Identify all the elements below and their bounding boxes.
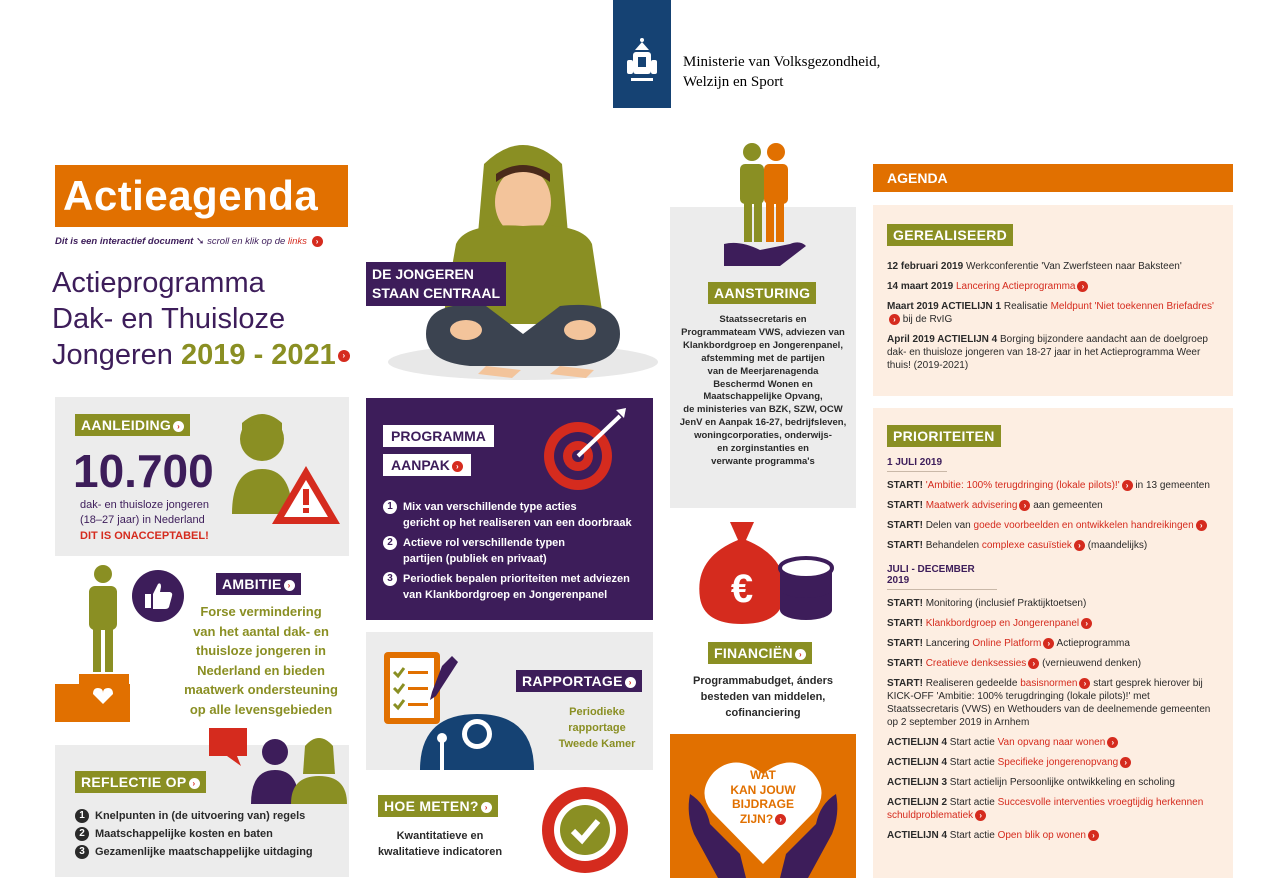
agenda-item-text: Lancering — [922, 638, 973, 649]
agenda-item-text: Start actie — [947, 830, 998, 841]
ambitie-panel — [55, 562, 349, 730]
programma-tag-label: PROGRAMMA — [391, 428, 486, 444]
aanpak-tag-label: AANPAK — [391, 457, 450, 473]
chevron-right-icon[interactable]: › — [1120, 757, 1131, 768]
interactive-note — [55, 236, 323, 247]
list-item: 1 Mix van verschillende type acties gericht op het realiseren van een doorbraak — [383, 499, 632, 531]
agenda-item-date: April 2019 ACTIELIJN 4 — [887, 334, 998, 345]
agenda-item-label: ACTIELIJN 4 — [887, 757, 948, 768]
agenda-item-text: (vernieuwend denken) — [1039, 658, 1142, 669]
ambitie-line: op alle levensgebieden — [189, 701, 333, 717]
ambitie-line: maatwerk ondersteuning — [184, 682, 338, 697]
agenda-item-text: in 13 gemeenten — [1132, 480, 1210, 491]
agenda-item-link[interactable]: Creatieve denksessies — [925, 658, 1027, 669]
programma-panel — [366, 398, 653, 620]
aansturing-line: Beschermd Wonen en — [713, 378, 813, 390]
period-heading: 1 JULI 2019 — [887, 457, 947, 472]
agenda-item-text: Behandelen — [922, 540, 982, 551]
chevron-right-icon[interactable]: › — [312, 236, 323, 247]
aanleiding-number: 10.700 — [73, 445, 214, 497]
aanleiding-desc2: (18–27 jaar) in Nederland — [80, 514, 205, 526]
agenda-item-label: START! — [887, 500, 923, 511]
ministry-logo — [613, 0, 671, 108]
reflectie-item-text: Gezamenlijke maatschappelijke uitdaging — [95, 846, 313, 858]
jongeren-line-1: DE JONGEREN — [372, 266, 474, 282]
agenda-item-text: Start actie — [947, 737, 998, 748]
chevron-right-icon[interactable]: › — [338, 350, 350, 362]
chevron-right-icon[interactable]: › — [1074, 540, 1085, 551]
agenda-item-link[interactable]: 'Ambitie: 100% terugdringing (lokale pilots)!' — [925, 480, 1120, 491]
rapportage-line: rapportage — [568, 722, 626, 734]
aansturing-line: Klankbordgroep en Jongerenpanel, — [683, 339, 843, 351]
bijdrage-line: ZIJN? — [739, 811, 774, 826]
warning-icon — [270, 463, 342, 527]
chevron-right-icon[interactable]: › — [1043, 638, 1054, 649]
aansturing-line: verwante programma's — [711, 455, 815, 467]
reflectie-item-text: Knelpunten in (de uitvoering van) regels — [95, 810, 306, 822]
agenda-item-label: START! — [887, 638, 923, 649]
aanleiding-desc: dak- en thuisloze jongeren — [80, 499, 210, 511]
interactive-note-text: Dit is een interactief document — [55, 236, 194, 248]
ministry-name — [683, 52, 880, 92]
aansturing-line: afstemming met de partijen — [701, 352, 825, 364]
agenda-item-date: Maart 2019 ACTIELIJN 1 — [887, 301, 1002, 312]
links-word[interactable]: links — [287, 236, 307, 248]
ambitie-line: Forse vermindering — [200, 604, 322, 619]
euro-sign: € — [730, 567, 754, 611]
financien-line: besteden van middelen, — [700, 691, 826, 703]
agenda-item — [887, 597, 1219, 610]
hoe-meten-text — [370, 828, 510, 860]
agenda-item-link[interactable]: Van opvang naar wonen — [997, 737, 1106, 748]
rapportage-line: Tweede Kamer — [558, 738, 636, 750]
subtitle-line-1: Actieprogramma — [52, 267, 265, 299]
ministry-line-2: Welzijn en Sport — [683, 74, 784, 90]
agenda-item — [887, 756, 1219, 769]
agenda-item-link[interactable]: Meldpunt 'Niet toekennen Briefadres' — [1050, 301, 1214, 312]
agenda-item — [887, 736, 1219, 749]
aanleiding-alert: DIT IS ONACCEPTABEL! — [80, 530, 209, 542]
agenda-item-text: Borging bijzondere aandacht aan de doelgroep dak- en thuisloze jongeren van 18-27 jaar in het Actieprogramma Weer thuis! (2019-2021) — [887, 334, 1208, 371]
aansturing-tag-label: AANSTURING — [714, 285, 811, 301]
jongeren-line-2: STAAN CENTRAAL — [372, 285, 501, 301]
agenda-item — [887, 657, 1219, 670]
agenda-item-text: bij de RvIG — [900, 314, 953, 325]
aansturing-line: Programmateam VWS, adviezen van — [681, 326, 845, 338]
agenda-item-text: Actieprogramma — [1054, 638, 1130, 649]
aanleiding-tag[interactable] — [75, 414, 190, 436]
agenda-item-label: START! — [887, 480, 923, 491]
agenda-item-link[interactable]: Succesvolle interventies vroegtijdig herkennen schuldproblematiek — [887, 797, 1204, 821]
prioriteiten-tag-label: PRIORITEITEN — [893, 428, 995, 444]
agenda-item-link[interactable]: complexe casuïstiek — [981, 540, 1072, 551]
programma-list — [383, 499, 632, 603]
list-item: 3 Periodiek bepalen prioriteiten met adviezen van Klankbordgroep en Jongerenpanel — [383, 571, 632, 603]
chevron-right-icon[interactable]: › — [1122, 480, 1133, 491]
chevron-right-icon[interactable]: › — [625, 677, 636, 688]
agenda-item-link[interactable]: basisnormen — [1020, 678, 1078, 689]
agenda-item — [887, 300, 1219, 326]
chevron-right-icon[interactable]: › — [1107, 737, 1118, 748]
aansturing-line: JenV en Aanpak 16-27, bedrijfsleven, — [679, 417, 847, 429]
agenda-item-link[interactable]: Maatwerk advisering — [925, 500, 1018, 511]
agenda-item — [887, 677, 1219, 729]
list-item: 2 Actieve rol verschillende typen partijen (publiek en privaat) — [383, 535, 632, 567]
chevron-right-icon[interactable]: › — [1077, 281, 1088, 292]
page-title: Actieagenda — [63, 172, 319, 219]
agenda-item — [887, 260, 1219, 273]
agenda-item-text: start gesprek hierover bij KICK-OFF 'Ambitie: 100% terugdringing (lokale pilots)!' met Staatssecretaris (VWS) en Wethouders van de deelnemende gemeenten op 2 september 2019 in Arnhem — [887, 678, 1211, 728]
coat-of-arms-icon — [613, 0, 671, 108]
programma-item-text: van Klankbordgroep en Jongerenpanel — [403, 589, 608, 601]
chevron-right-icon[interactable]: › — [452, 461, 463, 472]
chevron-right-icon[interactable]: › — [975, 810, 986, 821]
aanleiding-panel — [55, 397, 349, 556]
agenda-item-text: Start actie — [947, 797, 998, 808]
programma-item-text: partijen (publiek en privaat) — [403, 553, 547, 565]
parliament-icon — [418, 694, 536, 770]
agenda-item — [887, 519, 1219, 532]
reflectie-tag-label: REFLECTIE OP — [81, 774, 187, 790]
agenda-item-label: START! — [887, 658, 923, 669]
prioriteiten-panel — [873, 408, 1233, 878]
list-item: 2 Maatschappelijke kosten en baten — [75, 825, 313, 843]
young-person-hoodie-illustration — [386, 134, 660, 384]
programma-tag[interactable] — [383, 425, 494, 447]
chevron-right-icon[interactable]: › — [1081, 618, 1092, 629]
scroll-note: scroll en klik op de — [207, 236, 286, 248]
rapportage-text — [542, 704, 652, 752]
ambitie-tag[interactable] — [216, 573, 301, 595]
agenda-item-text: Monitoring (inclusief Praktijktoetsen) — [922, 598, 1087, 609]
aansturing-line: de ministeries van BZK, SZW, OCW — [683, 404, 843, 416]
aansturing-line: woningcorporaties, onderwijs- — [694, 430, 832, 442]
agenda-item — [887, 617, 1219, 630]
hoe-meten-line: kwalitatieve indicatoren — [377, 846, 503, 858]
ambitie-tag-label: AMBITIE — [222, 576, 282, 592]
list-item: 1 Knelpunten in (de uitvoering van) regels — [75, 807, 313, 825]
list-item: 3 Gezamenlijke maatschappelijke uitdaging — [75, 843, 313, 861]
bijdrage-panel[interactable] — [670, 734, 856, 878]
aansturing-tag[interactable] — [708, 282, 816, 304]
money-bag-coins-icon — [694, 518, 834, 630]
agenda-item — [887, 479, 1219, 492]
chevron-right-icon[interactable]: › — [1019, 500, 1030, 511]
agenda-item — [887, 539, 1219, 552]
agenda-item — [887, 796, 1219, 822]
agenda-item-link[interactable]: Open blik op wonen — [997, 830, 1086, 841]
agenda-header — [873, 164, 1233, 192]
agenda-item-label: START! — [887, 678, 923, 689]
chevron-right-icon[interactable]: › — [775, 814, 786, 825]
programma-item-text: gericht op het realiseren van een doorbraak — [403, 517, 632, 529]
agenda-item — [887, 776, 1219, 789]
agenda-item — [887, 637, 1219, 650]
chevron-right-icon[interactable]: › — [1028, 658, 1039, 669]
financien-tag[interactable] — [708, 642, 812, 664]
agenda-header-label: AGENDA — [887, 170, 948, 186]
subtitle — [52, 265, 350, 373]
reflectie-tag[interactable] — [75, 771, 206, 793]
agenda-item-text: Start actielijn Persoonlijke ontwikkeling en scholing — [947, 777, 1175, 788]
check-badge-icon — [540, 785, 630, 875]
aanleiding-tag-label: AANLEIDING — [81, 417, 172, 433]
chevron-right-icon[interactable]: › — [189, 778, 200, 789]
bijdrage-text — [713, 768, 813, 826]
agenda-item-label: ACTIELIJN 4 — [887, 830, 948, 841]
hoe-meten-tag-label: HOE METEN? — [384, 798, 479, 814]
aanpak-tag[interactable] — [383, 454, 471, 476]
subtitle-years[interactable]: 2019 - 2021 — [181, 339, 336, 371]
agenda-item — [887, 333, 1219, 372]
aansturing-line: Maatschappelijke Opvang, — [703, 391, 823, 403]
chevron-right-icon[interactable]: › — [1088, 830, 1099, 841]
ambitie-text — [170, 602, 352, 719]
chevron-right-icon[interactable]: › — [889, 314, 900, 325]
people-hand-icon — [720, 140, 812, 270]
agenda-item-text: Realisatie — [1001, 301, 1051, 312]
ministry-line-1: Ministerie van Volksgezondheid, — [683, 54, 881, 70]
chevron-right-icon[interactable]: › — [1079, 678, 1090, 689]
rapportage-tag-label: RAPPORTAGE — [522, 673, 623, 689]
reflectie-list — [75, 807, 313, 861]
agenda-item-text: (maandelijks) — [1084, 540, 1148, 551]
agenda-item-text: Werkconferentie 'Van Zwerfsteen naar Baksteen' — [963, 261, 1182, 272]
programma-item-text: Mix van verschillende type acties — [403, 501, 577, 513]
programma-item-text: Periodiek bepalen prioriteiten met adviezen — [403, 573, 630, 585]
agenda-item-label: START! — [887, 598, 923, 609]
ambitie-line: van het aantal dak- en — [193, 623, 329, 639]
aansturing-line: en zorginstanties en — [717, 443, 809, 455]
agenda-item-label: ACTIELIJN 4 — [887, 737, 948, 748]
ambitie-line: Nederland en bieden — [197, 662, 325, 678]
agenda-item-date: 12 februari 2019 — [887, 261, 964, 272]
agenda-item-text: Delen van — [922, 520, 974, 531]
bijdrage-line: WAT — [750, 768, 776, 782]
page-title-box — [55, 165, 348, 227]
chevron-right-icon[interactable]: › — [173, 421, 184, 432]
jongeren-label — [366, 262, 506, 306]
subtitle-line-3: Jongeren — [52, 339, 173, 371]
agenda-item-label: START! — [887, 540, 923, 551]
people-talking-icon — [207, 722, 347, 804]
bijdrage-line: KAN JOUW — [730, 782, 796, 797]
agenda-item-date: 14 maart 2019 — [887, 281, 954, 292]
agenda-item-label: ACTIELIJN 2 — [887, 797, 948, 808]
agenda-item-text: Start actie — [947, 757, 998, 768]
hoe-meten-line: Kwantitatieve en — [396, 830, 484, 842]
chevron-right-icon[interactable]: › — [284, 580, 295, 591]
aansturing-line: van de Meerjarenagenda — [707, 365, 819, 377]
ambitie-line: thuisloze jongeren in — [195, 643, 326, 658]
financien-tag-label: FINANCIËN — [714, 645, 793, 661]
person-podium-icon — [55, 562, 130, 722]
target-arrow-icon — [538, 404, 630, 496]
gerealiseerd-tag — [887, 224, 1013, 246]
agenda-item-link[interactable]: Specifieke jongerenopvang — [997, 757, 1119, 768]
agenda-item-text: Realiseren gedeelde — [922, 678, 1021, 689]
subtitle-line-2: Dak- en Thuisloze — [52, 303, 286, 335]
chevron-right-icon[interactable]: › — [795, 649, 806, 660]
agenda-item-label: START! — [887, 618, 923, 629]
agenda-item-link[interactable]: goede voorbeelden en ontwikkelen handreikingen — [973, 520, 1194, 531]
agenda-item-link[interactable]: Klankbordgroep en Jongerenpanel — [925, 618, 1080, 629]
chevron-right-icon[interactable]: › — [1196, 520, 1207, 531]
agenda-item-label: ACTIELIJN 3 — [887, 777, 948, 788]
aansturing-text — [674, 314, 852, 469]
bijdrage-line: BIJDRAGE — [731, 797, 794, 811]
period-heading: JULI - DECEMBER 2019 — [887, 564, 997, 590]
gerealiseerd-panel — [873, 205, 1233, 396]
rapportage-tag[interactable] — [516, 670, 642, 692]
agenda-item — [887, 829, 1219, 842]
financien-text — [672, 673, 854, 721]
agenda-item-link[interactable]: Online Platform — [972, 638, 1042, 649]
financien-line: cofinanciering — [725, 707, 801, 719]
gerealiseerd-tag-label: GEREALISEERD — [893, 227, 1008, 243]
agenda-item-label: START! — [887, 520, 923, 531]
rapportage-line: Periodieke — [569, 706, 625, 718]
programma-item-text: Actieve rol verschillende typen — [403, 537, 566, 549]
agenda-item — [887, 499, 1219, 512]
hoe-meten-tag[interactable] — [378, 795, 498, 817]
agenda-item — [887, 280, 1219, 293]
cursor-icon: ➘ — [195, 236, 208, 248]
agenda-item-link[interactable]: Lancering Actieprogramma — [955, 281, 1076, 292]
chevron-right-icon[interactable]: › — [481, 802, 492, 813]
rapportage-panel — [366, 632, 653, 770]
prioriteiten-tag — [887, 425, 1001, 447]
financien-line: Programmabudget, ánders — [693, 675, 833, 687]
reflectie-item-text: Maatschappelijke kosten en baten — [95, 828, 273, 840]
aansturing-line: Staatssecretaris en — [719, 314, 807, 325]
agenda-item-text: aan gemeenten — [1030, 500, 1103, 511]
